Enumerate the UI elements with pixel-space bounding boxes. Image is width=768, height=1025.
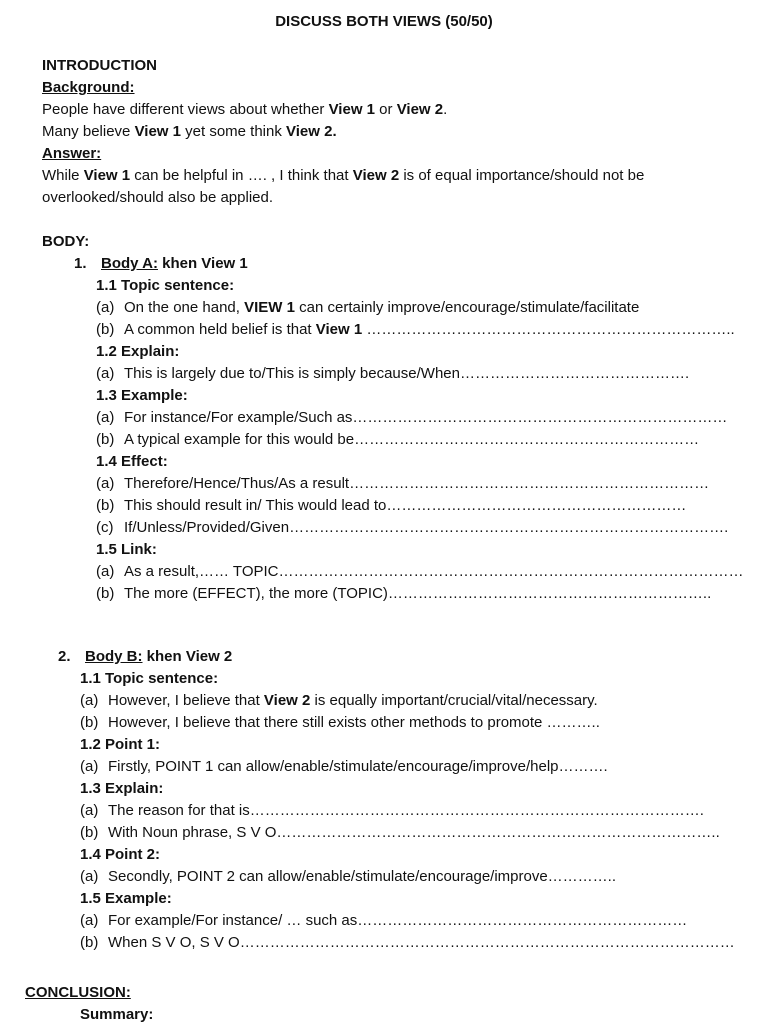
body-a-topic-heading: 1.1 Topic sentence:	[96, 277, 235, 294]
body-b-topic-a: (a) However, I believe that View 2 is equally important/crucial/vital/necessary.	[80, 692, 598, 709]
answer-label: Answer:	[42, 145, 102, 162]
conclusion-heading: CONCLUSION:	[25, 984, 131, 1001]
body-b-topic-b: (b) However, I believe that there still exists other methods to promote ………..	[80, 714, 600, 731]
body-b-example-a: (a) For example/For instance/ … such as…………………………………………………………	[80, 912, 688, 929]
body-b-point2-a: (a) Secondly, POINT 2 can allow/enable/stimulate/encourage/improve…………..	[80, 868, 617, 885]
body-a-topic-a: (a) On the one hand, VIEW 1 can certainly improve/encourage/stimulate/facilitate	[96, 299, 640, 316]
body-a-heading: 1. Body A: khen View 1	[74, 255, 248, 272]
answer-line-2: overlooked/should also be applied.	[42, 189, 273, 206]
body-a-explain-heading: 1.2 Explain:	[96, 343, 180, 360]
body-a-explain-a: (a) This is largely due to/This is simply because/When……………………………………….	[96, 365, 690, 382]
body-b-point1-a: (a) Firstly, POINT 1 can allow/enable/stimulate/encourage/improve/help……….	[80, 758, 608, 775]
body-b-heading: 2. Body B: khen View 2	[58, 648, 233, 665]
body-b-point1-heading: 1.2 Point 1:	[80, 736, 161, 753]
body-a-effect-a: (a) Therefore/Hence/Thus/As a result………………………………………………………………	[96, 475, 710, 492]
body-a-topic-b: (b) A common held belief is that View 1 ………………………………………………………………..	[96, 321, 735, 338]
body-a-example-a: (a) For instance/For example/Such as…………………………………………………………………	[96, 409, 728, 426]
body-a-example-heading: 1.3 Example:	[96, 387, 188, 404]
answer-line-1: While View 1 can be helpful in …. , I think that View 2 is of equal importance/should not be	[42, 167, 645, 184]
body-b-topic-heading: 1.1 Topic sentence:	[80, 670, 219, 687]
body-a-link-heading: 1.5 Link:	[96, 541, 157, 558]
body-a-effect-b: (b) This should result in/ This would lead to……………………………………………………	[96, 497, 687, 514]
body-b-point2-heading: 1.4 Point 2:	[80, 846, 161, 863]
page-title: DISCUSS BOTH VIEWS (50/50)	[275, 13, 493, 30]
body-a-effect-c: (c) If/Unless/Provided/Given…………………………………………………………………………….	[96, 519, 729, 536]
body-heading: BODY:	[42, 233, 90, 250]
body-a-link-b: (b) The more (EFFECT), the more (TOPIC)………………………………………………………..	[96, 585, 712, 602]
body-b-example-b: (b) When S V O, S V O………………………………………………………………………………………	[80, 934, 735, 951]
background-line-2: Many believe View 1 yet some think View 2.	[42, 123, 337, 140]
body-a-example-b: (b) A typical example for this would be……………………………………………………………	[96, 431, 700, 448]
body-a-effect-heading: 1.4 Effect:	[96, 453, 168, 470]
body-b-explain-b: (b) With Noun phrase, S V O……………………………………………………………………………..	[80, 824, 720, 841]
body-a-link-a: (a) As a result,…… TOPIC…………………………………………………………………………………	[96, 563, 744, 580]
body-b-example-heading: 1.5 Example:	[80, 890, 172, 907]
background-line-1: People have different views about whether View 1 or View 2.	[42, 101, 448, 118]
body-b-explain-a: (a) The reason for that is……………………………………………………………………………….	[80, 802, 704, 819]
conclusion-summary-label: Summary:	[80, 1006, 154, 1023]
body-b-explain-heading: 1.3 Explain:	[80, 780, 164, 797]
introduction-heading: INTRODUCTION	[42, 57, 157, 74]
background-label: Background:	[42, 79, 135, 96]
